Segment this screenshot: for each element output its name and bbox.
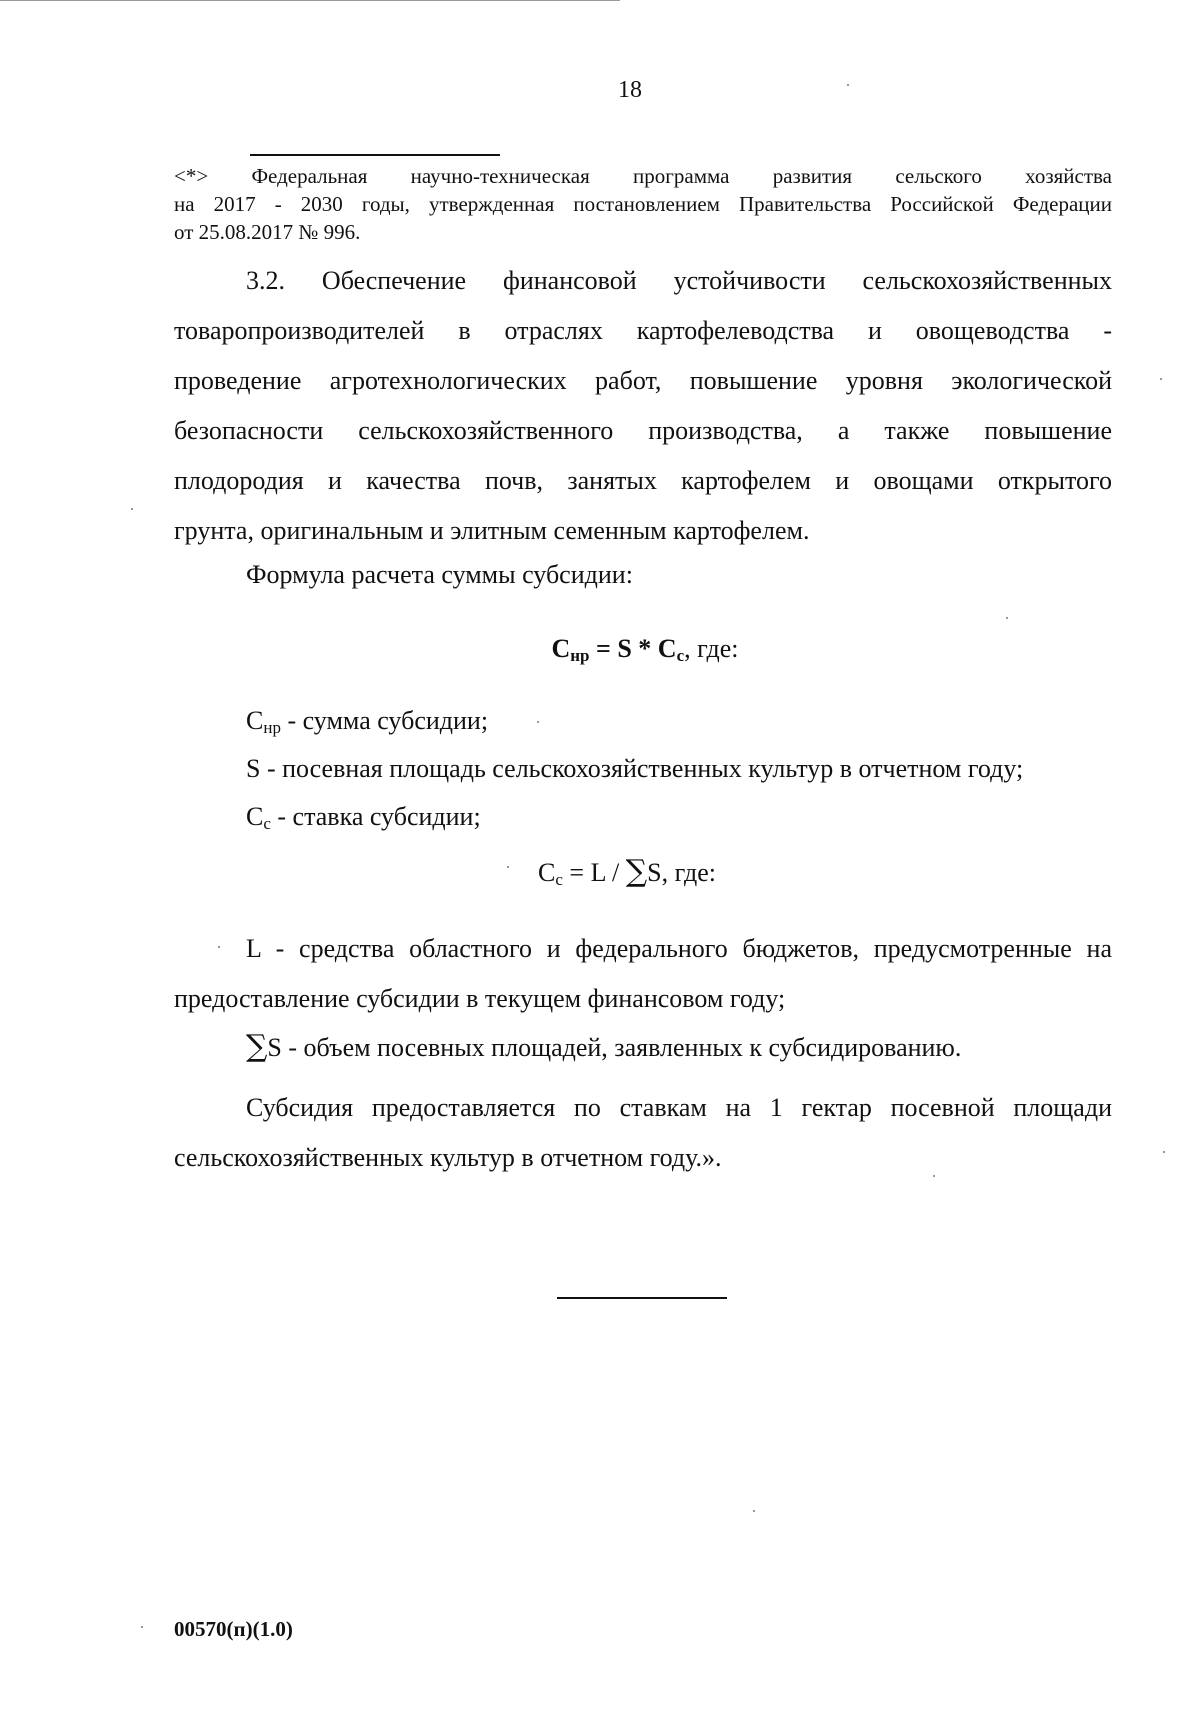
paragraph-line: безопасности сельскохозяйственного производства, а также повышение — [174, 416, 1112, 445]
formula-equation: = S * С — [589, 634, 677, 663]
paragraph-line: 3.2. Обеспечение финансовой устойчивости сельскохозяйственных — [246, 266, 1112, 295]
paragraph-line: проведение агротехнологических работ, повышение уровня экологической — [174, 366, 1112, 395]
definition-symbol: С — [246, 706, 264, 735]
definition-symbol: С — [246, 802, 264, 831]
page-number: 18 — [618, 77, 642, 103]
sigma-definition-text: S - объем посевных площадей, заявленных к субсидированию. — [267, 1033, 962, 1062]
end-separator — [557, 1297, 727, 1299]
document-code: 00570(п)(1.0) — [174, 1617, 293, 1641]
scan-speck — [1163, 1151, 1165, 1153]
l-definition-paragraph — [174, 924, 1112, 1024]
definition-s: S - посевная площадь сельскохозяйственных культур в отчетном году; — [246, 754, 1024, 783]
rate-formula — [0, 854, 1200, 895]
definition-text: - сумма субсидии; — [280, 706, 489, 735]
footnote-line: на 2017 - 2030 годы, утвержденная постановлением Правительства Российской Федерации — [174, 192, 1112, 216]
definition-text: - ставка субсидии; — [270, 802, 481, 831]
subsidy-formula — [0, 634, 1200, 671]
footnote — [174, 162, 1112, 246]
rate-lhs: С — [538, 858, 556, 887]
formula-tail: , где: — [684, 634, 739, 663]
scan-speck — [1006, 617, 1008, 619]
formula-lhs-subscript: нр — [570, 646, 590, 665]
sigma-icon: ∑ — [246, 1029, 268, 1064]
rate-lhs-subscript: с — [555, 870, 563, 889]
rate-tail: S, где: — [647, 858, 716, 887]
formula-rhs-subscript: с — [676, 646, 685, 665]
scan-speck — [933, 1175, 935, 1177]
formula-lhs: С — [551, 634, 571, 663]
definition-subscript: нр — [263, 718, 281, 737]
paragraph-line: L - средства областного и федерального бюджетов, предусмотренные на — [246, 934, 1112, 963]
footnote-line: от 25.08.2017 № 996. — [174, 220, 361, 244]
scan-speck — [141, 1626, 143, 1628]
scan-speck — [218, 946, 220, 948]
footnote-line: <*> Федеральная научно-техническая программа развития сельского хозяйства — [174, 164, 1112, 188]
paragraph-line: грунта, оригинальным и элитным семенным картофелем. — [174, 516, 810, 545]
sigma-definition — [246, 1029, 962, 1064]
definition-subscript: с — [263, 814, 271, 833]
section-3-2-paragraph — [174, 256, 1112, 556]
definition-c-np — [246, 706, 488, 743]
scan-speck — [847, 84, 849, 86]
paragraph-line: плодородия и качества почв, занятых картофелем и овощами открытого — [174, 466, 1112, 495]
scan-edge-line — [0, 0, 620, 1]
scan-speck — [1160, 378, 1162, 380]
scan-speck — [753, 1510, 755, 1512]
final-paragraph — [174, 1083, 1112, 1183]
rate-middle: = L / — [562, 858, 626, 887]
scan-speck — [131, 508, 133, 510]
sigma-icon: ∑ — [625, 854, 648, 889]
scan-speck — [507, 866, 509, 868]
scan-speck — [537, 721, 539, 723]
paragraph-line: предоставление субсидии в текущем финансовом году; — [174, 984, 786, 1013]
definition-c-c — [246, 802, 481, 839]
paragraph-line: товаропроизводителей в отраслях картофелеводства и овощеводства - — [174, 316, 1112, 345]
paragraph-line: сельскохозяйственных культур в отчетном году.». — [174, 1143, 722, 1172]
paragraph-line: Субсидия предоставляется по ставкам на 1 гектар посевной площади — [246, 1093, 1112, 1122]
formula-intro: Формула расчета суммы субсидии: — [246, 560, 633, 589]
footnote-separator — [250, 154, 500, 156]
